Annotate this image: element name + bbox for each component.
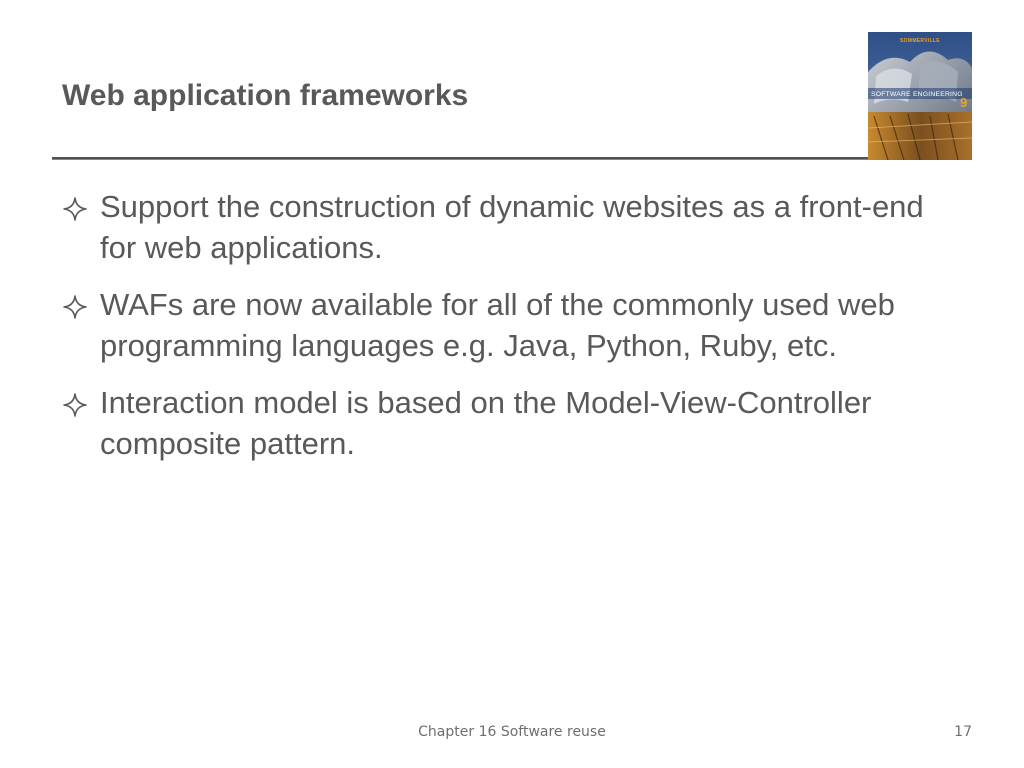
bullet-item	[62, 186, 962, 268]
bullet-list	[62, 186, 962, 480]
slide-title: Web application frameworks	[62, 79, 469, 112]
four-point-star-icon	[62, 196, 88, 222]
bullet-text: Support the construction of dynamic websites as a front-end for web applications.	[100, 189, 924, 265]
footer-chapter: Chapter 16 Software reuse	[418, 724, 606, 740]
page-number: 17	[954, 724, 972, 740]
book-title: SOFTWARE ENGINEERING	[871, 91, 963, 98]
bullet-text: Interaction model is based on the Model-View-Controller composite pattern.	[100, 385, 872, 461]
four-point-star-icon	[62, 392, 88, 418]
bullet-text: WAFs are now available for all of the commonly used web programming languages e.g. Java, Python, Ruby, etc.	[100, 287, 895, 363]
title-divider	[52, 157, 870, 160]
book-edition: 9	[960, 95, 968, 110]
bullet-item	[62, 284, 962, 366]
four-point-star-icon	[62, 294, 88, 320]
book-cover-image	[868, 32, 972, 160]
book-author: SOMMERVILLE	[900, 38, 940, 44]
bullet-item	[62, 382, 962, 464]
